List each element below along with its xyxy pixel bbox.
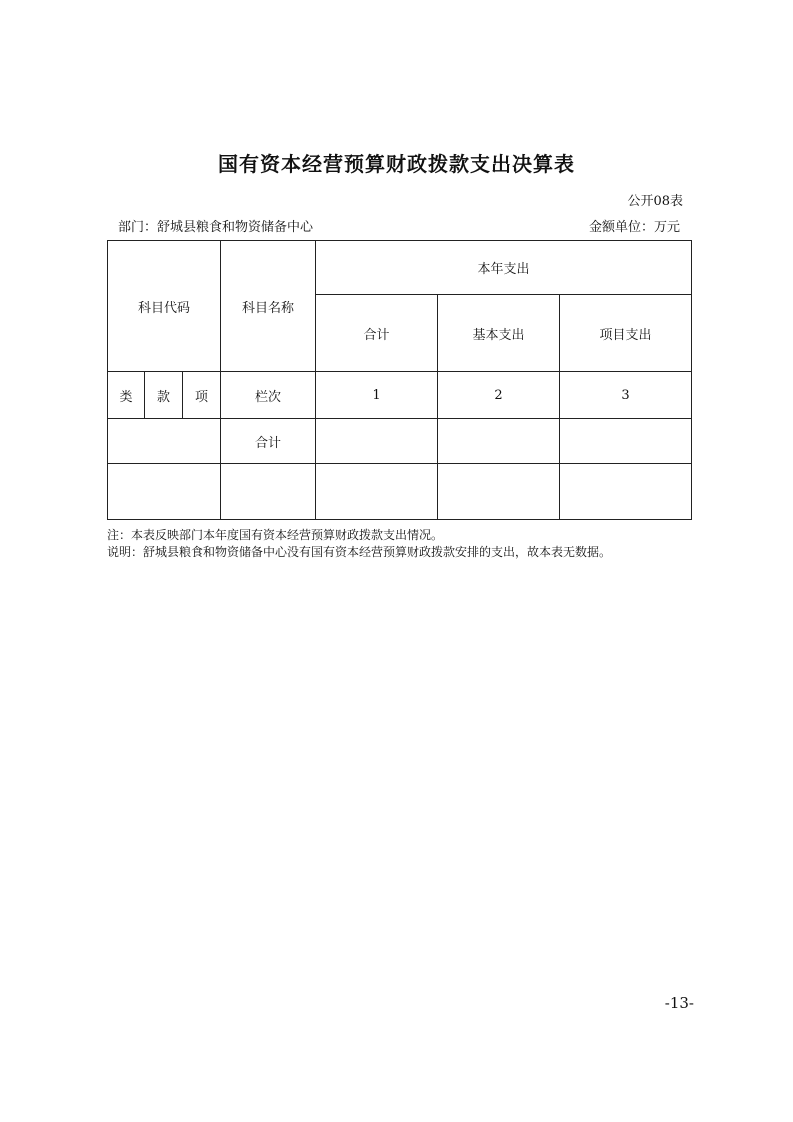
- column-number-3: 3: [560, 372, 692, 419]
- empty-row-total: [316, 464, 438, 520]
- total-row-label: 合计: [221, 419, 316, 464]
- expenditure-table: [107, 240, 692, 520]
- total-row-total: [316, 419, 438, 464]
- column-index-label: 栏次: [221, 372, 316, 419]
- subject-name-header: 科目名称: [221, 241, 316, 372]
- code-section-cell: 款: [145, 372, 183, 419]
- form-number: 公开08表: [627, 194, 683, 209]
- total-row-code: [108, 419, 221, 464]
- column-number-1: 1: [316, 372, 438, 419]
- table-row-total: [108, 419, 692, 464]
- empty-row-basic: [438, 464, 560, 520]
- empty-row-name: [221, 464, 316, 520]
- empty-row-project: [560, 464, 692, 520]
- table-row: [108, 464, 692, 520]
- empty-row-code: [108, 464, 221, 520]
- code-class-cell: 类: [108, 372, 145, 419]
- department-label: 部门：舒城县粮食和物资储备中心: [118, 220, 314, 235]
- column-number-2: 2: [438, 372, 560, 419]
- code-item-cell: 项: [183, 372, 221, 419]
- unit-label: 金额单位：万元: [588, 220, 680, 235]
- total-row-basic: [438, 419, 560, 464]
- page-title: 国有资本经营预算财政拨款支出决算表: [218, 152, 575, 176]
- subject-code-header: 科目代码: [108, 241, 221, 372]
- project-expenditure-header: 项目支出: [560, 295, 692, 372]
- total-header: 合计: [316, 295, 438, 372]
- explanation-note: 说明：舒城县粮食和物资储备中心没有国有资本经营预算财政拨款安排的支出，故本表无数据。: [107, 545, 612, 559]
- total-row-project: [560, 419, 692, 464]
- current-year-header: 本年支出: [316, 241, 692, 295]
- page-number: -13-: [664, 994, 694, 1012]
- basic-expenditure-header: 基本支出: [438, 295, 560, 372]
- footnote: 注：本表反映部门本年度国有资本经营预算财政拨款支出情况。: [107, 528, 444, 542]
